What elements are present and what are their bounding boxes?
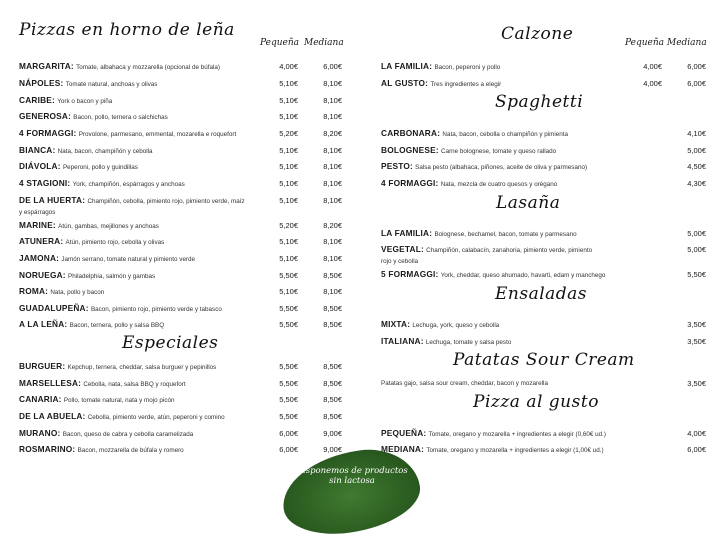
menu-item <box>0 145 360 159</box>
menu-item <box>365 244 720 266</box>
price-medium: 8,10€ <box>323 254 342 263</box>
menu-item <box>365 336 720 350</box>
menu-item <box>0 303 360 317</box>
price-medium: 8,50€ <box>323 412 342 421</box>
price-small: 5,10€ <box>279 162 298 171</box>
menu-item <box>365 319 720 333</box>
item-name: ITALIANA: <box>381 336 424 346</box>
menu-item <box>0 236 360 250</box>
menu-item <box>0 220 360 234</box>
item-name: BOLOGNESE: <box>381 145 439 155</box>
item-name: LA FAMILIA: <box>381 228 433 238</box>
item-name: ROSMARINO: <box>19 444 76 454</box>
price-small: 5,50€ <box>279 395 298 404</box>
spaghetti-section-title: Spaghetti <box>495 92 584 112</box>
menu-item <box>0 270 360 284</box>
price-medium: 8,20€ <box>323 221 342 230</box>
item-description: Tomate, oregano y mozarella + ingredientes a elegir (1,00€ ud.) <box>426 447 604 454</box>
menu-item <box>0 195 360 217</box>
item-description: Philadelphia, salmón y gambas <box>68 273 156 280</box>
item-name: 4 FORMAGGI: <box>381 178 439 188</box>
item-description: Pollo, tomate natural, nata y mojo picón <box>63 397 175 404</box>
item-description: Tomate, albahaca y mozzarella (opcional de búfala) <box>76 64 220 71</box>
item-description: Nata, bacon, cebolla o champiñón y pimienta <box>442 131 569 138</box>
item-name: DE LA HUERTA: <box>19 195 86 205</box>
item-description: Nata, mezcla de cuatro quesos y orégano <box>440 181 558 188</box>
price-medium: 9,00€ <box>323 445 342 454</box>
item-description: Patatas gajo, salsa sour cream, cheddar, bacon y mozarella <box>381 380 548 387</box>
price-small: 4,00€ <box>279 62 298 71</box>
item-description: Bacon, pollo, ternera o salchichas <box>73 114 168 121</box>
menu-item <box>365 428 720 442</box>
item-name: CARBONARA: <box>381 128 441 138</box>
item-name: GENEROSA: <box>19 111 72 121</box>
price-medium: 8,10€ <box>323 196 342 205</box>
menu-item <box>365 61 720 75</box>
item-name: 4 FORMAGGI: <box>19 128 77 138</box>
menu-item <box>0 178 360 192</box>
item-description: Kepchup, ternera, cheddar, salsa burguer y pepinillos <box>67 364 217 371</box>
price-small: 5,10€ <box>279 96 298 105</box>
price-small: 4,00€ <box>643 79 662 88</box>
lactose-free-note: Disponemos de productos sin lactosa <box>296 466 408 486</box>
menu-item <box>0 428 360 442</box>
item-name: A LA LEÑA: <box>19 319 68 329</box>
item-description: Atún, gambas, mejillones y anchoas <box>58 223 159 230</box>
price: 6,00€ <box>687 445 706 454</box>
price-small: 5,10€ <box>279 112 298 121</box>
price: 5,00€ <box>687 229 706 238</box>
item-name: MIXTA: <box>381 319 411 329</box>
item-name: NÁPOLES: <box>19 78 64 88</box>
price-medium: 8,50€ <box>323 395 342 404</box>
price-small: 5,50€ <box>279 362 298 371</box>
item-description: Cebolla, pimiento verde, atún, peperoni y comino <box>87 414 225 421</box>
price-medium: 8,10€ <box>323 237 342 246</box>
item-name: 4 STAGIONI: <box>19 178 71 188</box>
menu-item <box>365 161 720 175</box>
price-medium: 8,10€ <box>323 287 342 296</box>
price: 3,50€ <box>687 379 706 388</box>
price-medium: 8,50€ <box>323 271 342 280</box>
price-small: 5,10€ <box>279 287 298 296</box>
price: 4,00€ <box>687 429 706 438</box>
item-name: NORUEGA: <box>19 270 66 280</box>
menu-item <box>0 378 360 392</box>
menu-item <box>0 286 360 300</box>
price-small: 5,10€ <box>279 179 298 188</box>
item-description: Lechuga, tomate y salsa pesto <box>425 339 512 346</box>
menu-item <box>365 145 720 159</box>
menu-item <box>365 378 720 392</box>
item-name: LA FAMILIA: <box>381 61 433 71</box>
calzone-section-title: Calzone <box>501 24 574 44</box>
item-description: Carne bolognese, tomate y queso rallado <box>441 148 557 155</box>
price-small: 5,10€ <box>279 146 298 155</box>
item-name: ATUNERA: <box>19 236 64 246</box>
item-description: Nata, pollo y bacon <box>50 289 105 296</box>
item-name: BIANCA: <box>19 145 56 155</box>
item-description: Atún, pimiento rojo, cebolla y olivas <box>65 239 165 246</box>
item-name: MARGARITA: <box>19 61 74 71</box>
price-medium: 6,00€ <box>687 62 706 71</box>
menu-item <box>0 411 360 425</box>
menu-item <box>0 253 360 267</box>
item-description: Tomate, oregano y mozarella + ingredientes a elegir (0,60€ ud.) <box>428 431 606 438</box>
price: 4,10€ <box>687 129 706 138</box>
menu-item <box>0 78 360 92</box>
item-name: MARSELLESA: <box>19 378 82 388</box>
menu-item <box>0 128 360 142</box>
item-name: PEQUEÑA: <box>381 428 427 438</box>
item-description: York, champiñón, espárragos y anchoas <box>72 181 185 188</box>
price-medium: 8,10€ <box>323 179 342 188</box>
price-small: 5,50€ <box>279 304 298 313</box>
price-small: 5,50€ <box>279 379 298 388</box>
price-medium: 8,10€ <box>323 79 342 88</box>
lasana-section-title: Lasaña <box>496 193 561 213</box>
price-small: 6,00€ <box>279 445 298 454</box>
item-name: VEGETAL: <box>381 244 424 254</box>
price-medium: 8,50€ <box>323 320 342 329</box>
item-name: ROMA: <box>19 286 49 296</box>
item-description: York o bacon y piña <box>57 98 113 105</box>
price-medium: 8,10€ <box>323 112 342 121</box>
price-medium: 8,10€ <box>323 162 342 171</box>
price-small: 5,50€ <box>279 320 298 329</box>
menu-item <box>365 228 720 242</box>
item-description: Bolognese, bechamel, bacon, tomate y parmesano <box>434 231 577 238</box>
item-description: Bacon, ternera, pollo y salsa BBQ <box>69 322 165 329</box>
price-small: 5,20€ <box>279 129 298 138</box>
item-name: AL GUSTO: <box>381 78 429 88</box>
price-medium: 6,00€ <box>323 62 342 71</box>
item-name: BURGUER: <box>19 361 66 371</box>
patatas-section-title: Patatas Sour Cream <box>453 350 635 370</box>
item-name: CARIBE: <box>19 95 55 105</box>
price-medium: 8,10€ <box>323 146 342 155</box>
item-name: 5 FORMAGGI: <box>381 269 439 279</box>
item-description: Tres ingredientes a elegir <box>430 81 502 88</box>
price-small: 5,10€ <box>279 79 298 88</box>
item-name: MARINE: <box>19 220 56 230</box>
price-small: 5,20€ <box>279 221 298 230</box>
menu-item <box>0 361 360 375</box>
pizza-gusto-section-title: Pizza al gusto <box>473 392 599 412</box>
item-description: Bacon, peperoni y pollo <box>434 64 501 71</box>
item-description: Champiñón, cebolla, pimiento rojo, pimiento verde, maíz y espárragos <box>19 198 245 216</box>
price-small: 5,50€ <box>279 271 298 280</box>
price: 3,50€ <box>687 337 706 346</box>
header-medium: Mediana <box>667 38 707 48</box>
item-description: Jamón serrano, tomate natural y pimiento verde <box>61 256 196 263</box>
pizzas-section-title: Pizzas en horno de leña <box>19 20 235 40</box>
price: 5,50€ <box>687 270 706 279</box>
header-small: Pequeña <box>260 38 300 48</box>
item-description: Bacon, mozzarella de búfala y romero <box>77 447 184 454</box>
price-small: 5,10€ <box>279 196 298 205</box>
price-medium: 9,00€ <box>323 429 342 438</box>
menu-item <box>0 394 360 408</box>
menu-item <box>365 269 720 283</box>
price-small: 5,10€ <box>279 254 298 263</box>
item-description: Champiñón, calabacín, zanahoria, pimiento verde, pimiento rojo y cebolla <box>381 247 593 265</box>
item-description: Tomate natural, anchoas y olivas <box>65 81 158 88</box>
menu-item <box>365 128 720 142</box>
price: 4,50€ <box>687 162 706 171</box>
price-small: 4,00€ <box>643 62 662 71</box>
item-description: York, cheddar, queso ahumado, havarti, edam y manchego <box>440 272 606 279</box>
item-name: JAMONA: <box>19 253 60 263</box>
item-name: GUADALUPEÑA: <box>19 303 89 313</box>
item-description: Salsa pesto (albahaca, piñones, aceite de oliva y parmesano) <box>415 164 588 171</box>
item-description: Bacon, queso de cabra y cebolla caramelizada <box>62 431 194 438</box>
price-small: 5,10€ <box>279 237 298 246</box>
item-name: DE LA ABUELA: <box>19 411 86 421</box>
price-medium: 8,50€ <box>323 304 342 313</box>
item-name: DIÁVOLA: <box>19 161 61 171</box>
price: 5,00€ <box>687 245 706 254</box>
menu-item <box>365 178 720 192</box>
menu-item <box>0 61 360 75</box>
menu-item <box>0 444 360 458</box>
price-medium: 6,00€ <box>687 79 706 88</box>
price-medium: 8,10€ <box>323 96 342 105</box>
price-medium: 8,50€ <box>323 362 342 371</box>
item-description: Peperoni, pollo y guindillas <box>62 164 138 171</box>
menu-item <box>0 95 360 109</box>
price-medium: 8,50€ <box>323 379 342 388</box>
menu-item <box>365 78 720 92</box>
header-small: Pequeña <box>625 38 665 48</box>
item-name: MEDIANA: <box>381 444 425 454</box>
item-name: PESTO: <box>381 161 413 171</box>
item-description: Nata, bacon, champiñón y cebolla <box>57 148 153 155</box>
price-small: 5,50€ <box>279 412 298 421</box>
price-small: 6,00€ <box>279 429 298 438</box>
especiales-section-title: Especiales <box>122 333 219 353</box>
menu-item <box>365 444 720 458</box>
item-name: CANARIA: <box>19 394 62 404</box>
price: 3,50€ <box>687 320 706 329</box>
item-description: Cebolla, nata, salsa BBQ y roquefort <box>83 381 186 388</box>
menu-item <box>0 111 360 125</box>
price: 5,00€ <box>687 146 706 155</box>
price: 4,30€ <box>687 179 706 188</box>
item-name: MURANO: <box>19 428 61 438</box>
item-description: Bacon, pimiento rojo, pimiento verde y tabasco <box>90 306 222 313</box>
item-description: Lechuga, york, queso y cebolla <box>412 322 500 329</box>
menu-item <box>0 319 360 333</box>
price-medium: 8,20€ <box>323 129 342 138</box>
item-description: Provolone, parmesano, emmental, mozarella e roquefort <box>78 131 237 138</box>
ensaladas-section-title: Ensaladas <box>495 284 588 304</box>
menu-item <box>0 161 360 175</box>
header-medium: Mediana <box>304 38 344 48</box>
